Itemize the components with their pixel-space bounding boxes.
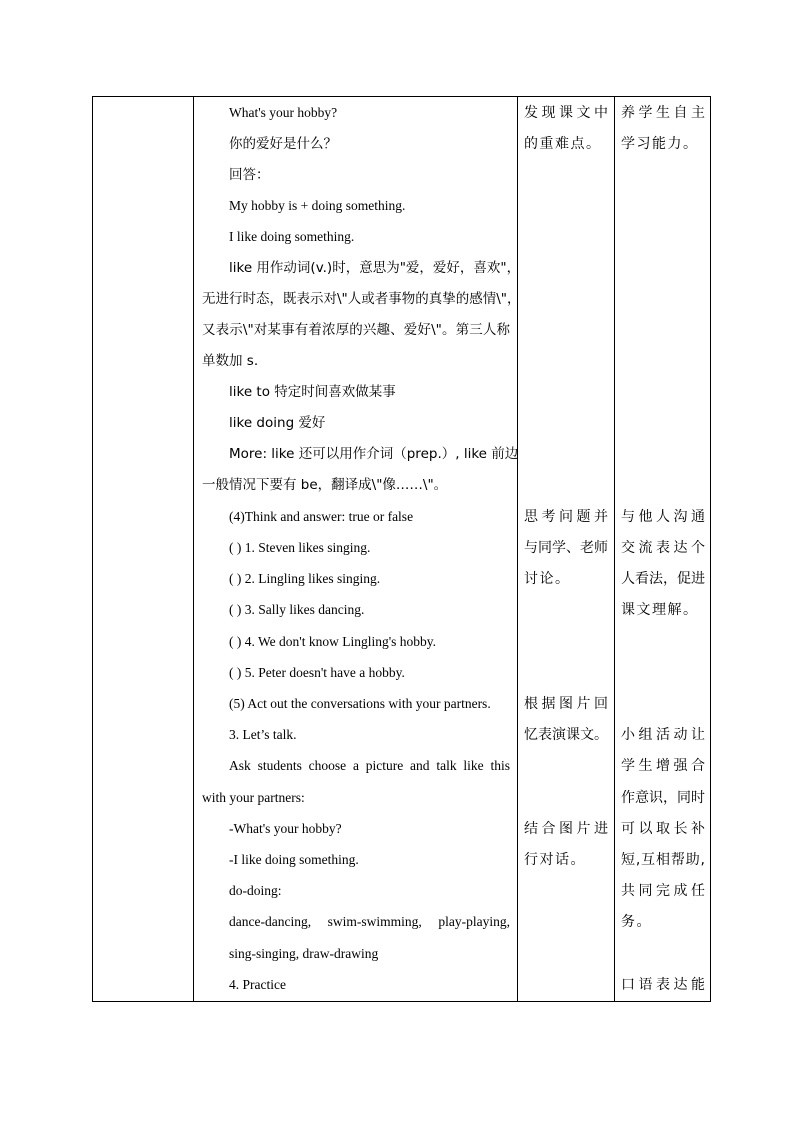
text-line: 无进行时态，既表示对\"人或者事物的真挚的感情\"， [202, 291, 521, 307]
text-line: 单数加 s. [202, 353, 259, 369]
text-line: 短,互相帮助, [621, 852, 705, 868]
text-line: 思考问题并 [524, 509, 608, 525]
text-line: (5) Act out the conversations with your partners. [229, 696, 491, 711]
text-line: ( ) 2. Lingling likes singing. [229, 571, 381, 586]
text-line: ( ) 5. Peter doesn't have a hobby. [229, 665, 405, 680]
text-line: 作意识，同时 [621, 790, 705, 806]
text-line: 你的爱好是什么？ [229, 136, 337, 152]
text-line: 共同完成任 [621, 883, 705, 899]
text-line: do-doing: [229, 883, 282, 898]
text-line: 忆表演课文。 [524, 727, 608, 743]
text-line: 学生增强合 [621, 758, 705, 774]
text-line: 小组活动让 [621, 727, 705, 743]
text-line: I like doing something. [229, 229, 355, 244]
text-line: 与同学、老师 [524, 540, 608, 556]
text-line: 发现课文中 [524, 105, 608, 121]
text-line: 务。 [621, 914, 652, 930]
stage-cell [93, 97, 194, 1002]
design-intent-cell [615, 97, 711, 1002]
text-line: 的重难点。 [524, 136, 602, 152]
text-line: like 用作动词(v.)时，意思为"爱，爱好，喜欢"， [229, 260, 521, 276]
text-line: 人看法，促进 [621, 571, 705, 587]
text-line: ( ) 1. Steven likes singing. [229, 540, 371, 555]
text-line: 交流表达个 [621, 540, 705, 556]
text-line: What's your hobby? [229, 105, 338, 120]
text-line: 与他人沟通 [621, 509, 705, 525]
text-line: 一般情况下要有 be，翻译成\"像……\"。 [202, 477, 448, 493]
text-line: like doing 爱好 [229, 415, 326, 431]
text-line: sing-singing, draw-drawing [229, 946, 379, 961]
teaching-process-cell [194, 97, 521, 1002]
text-line: (4)Think and answer: true or false [229, 509, 414, 524]
text-line: ( ) 3. Sally likes dancing. [229, 602, 365, 617]
text-line: 根据图片回 [524, 696, 608, 712]
text-line: -I like doing something. [229, 852, 359, 867]
text-line: ( ) 4. We don't know Lingling's hobby. [229, 634, 437, 649]
text-line: 3. Let’s talk. [229, 727, 297, 742]
text-line: 讨论。 [524, 571, 571, 587]
text-line: 课文理解。 [621, 602, 699, 618]
text-line: 可以取长补 [621, 821, 705, 837]
text-line: More: like 还可以用作介词（prep.）, like 前边 [229, 446, 519, 462]
text-line: dance-dancing, swim-swimming, play-playing, [229, 914, 510, 929]
table-row [93, 97, 711, 1002]
text-line: My hobby is + doing something. [229, 198, 406, 213]
lesson-plan-table [92, 96, 711, 1002]
text-line: 又表示\"对某事有着浓厚的兴趣、爱好\"。第三人称 [202, 322, 510, 338]
text-line: 口语表达能 [621, 977, 705, 993]
student-activity-cell [518, 97, 615, 1002]
text-line: 学习能力。 [621, 136, 699, 152]
text-line: 行对话。 [524, 852, 586, 868]
text-line: like to 特定时间喜欢做某事 [229, 384, 396, 400]
text-line: -What's your hobby? [229, 821, 342, 836]
text-line: 回答： [229, 167, 270, 183]
text-line: 养学生自主 [621, 105, 705, 121]
text-line: Ask students choose a picture and talk like this [229, 758, 510, 773]
text-line: 结合图片进 [524, 821, 608, 837]
text-line: with your partners: [202, 790, 305, 805]
text-line: 4. Practice [229, 977, 286, 992]
